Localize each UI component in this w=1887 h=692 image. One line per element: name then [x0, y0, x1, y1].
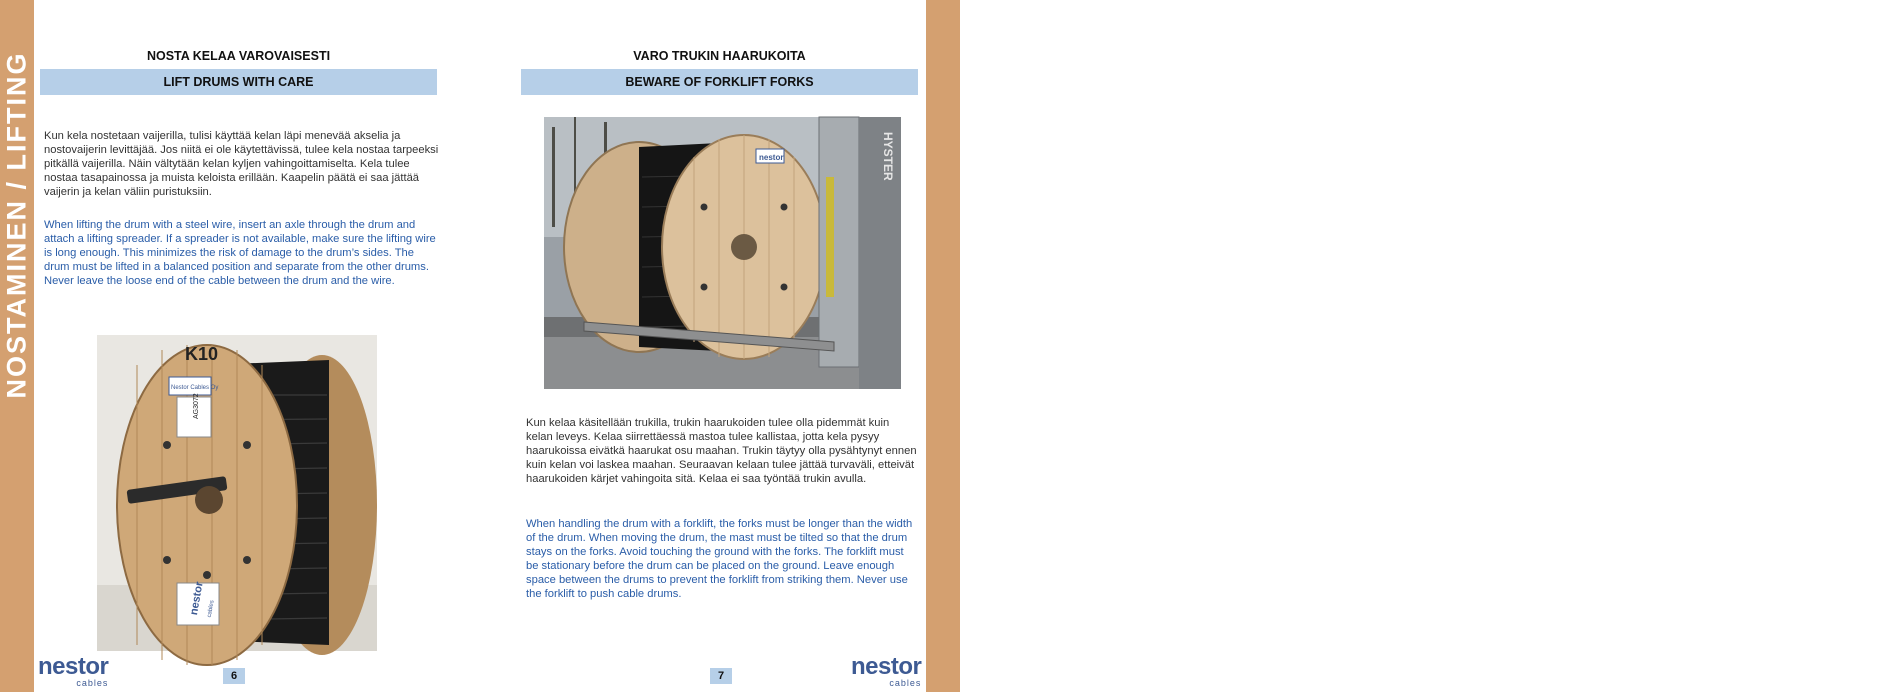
right-paragraph-en: When handling the drum with a forklift, the forks must be longer than the width of the drum. When moving the drum, the mast must be tilted so that the drum stays on the forks. Avoid touching the ground with the forks. The forklift must be stationary before the drum can be placed on the ground. Leave enough space between the drums to prevent the forklift from striking them. Never use the forklift to push cable drums. [526, 518, 913, 600]
forklift-drum-photo [544, 117, 901, 389]
forklift-mast-label: HYSTER [881, 132, 895, 181]
left-heading-fi: NOSTA KELAA VAROVAISESTI [146, 49, 331, 63]
nestor-logo-name: nestor [851, 653, 922, 680]
drum-marking-top: K10 [185, 344, 219, 364]
right-side-title: TRUKKI / FORKLIFT [1856, 46, 1887, 338]
page-number-left: 6 [223, 668, 245, 684]
left-heading-en: LIFT DRUMS WITH CARE [40, 69, 437, 95]
nestor-logo-left [38, 653, 109, 688]
nestor-logo-name: nestor [38, 653, 109, 680]
right-side-bar [926, 0, 1887, 692]
lifted-drum-photo [97, 335, 377, 651]
drum-code-label: AG3072 [193, 393, 200, 419]
forklift-drum-logo: nestor [759, 153, 784, 162]
nestor-logo-sub: cables [76, 678, 109, 688]
page-number-right: 7 [710, 668, 732, 684]
nestor-logo-right [851, 653, 922, 688]
lifted-drum-illustration [97, 335, 377, 651]
right-heading-fi: VARO TRUKIN HAARUKOITA [633, 49, 806, 63]
left-side-title: NOSTAMINEN / LIFTING [1, 51, 32, 399]
drum-logo-label: nestor [187, 580, 206, 617]
nestor-logo-sub: cables [889, 678, 922, 688]
forklift-drum-illustration [544, 117, 901, 389]
right-paragraph-fi: Kun kelaa käsitellään trukilla, trukin haarukoiden tulee olla pidemmät kuin kelan leveys. Kelaa siirrettäessä mastoa tulee kallistaa, jotta kela pysyy haarukoissa eivätkä haarukat osu maahan. Trukin täytyy olla pysähtynyt ennen kuin kelan voi laskea maahan. Seuraavan kelaan tulee jättää turvaväli, etteivät haarukoiden kärjet vahingoita sitä. Kelaa ei saa työntää trukin avulla. [526, 417, 917, 485]
left-paragraph-en: When lifting the drum with a steel wire, insert an axle through the drum and attach a lifting spreader. If a spreader is not available, make sure the lifting wire is long enough. This minimizes the risk of damage to the drum’s sides. The drum must be lifted in a balanced position and separate from the other drums. Never leave the loose end of the cable between the drum and the wire. [44, 219, 436, 287]
left-side-bar [0, 0, 34, 692]
drum-brand-label: Nestor Cables Oy [171, 385, 219, 391]
right-heading-en: BEWARE OF FORKLIFT FORKS [521, 69, 918, 95]
left-paragraph-fi: Kun kela nostetaan vaijerilla, tulisi käyttää kelan läpi menevää akselia ja nostovaijerin levittäjää. Jos niitä ei ole käytettävissä, tulee kela nostaa tarpeeksi pitkällä vaijerilla. Näin vältytään kelan kyljen vahingoittamiselta. Kela tulee nostaa tasapainossa ja muista keloista erillään. Kaapelin päätä ei saa jättää vaijerin ja kelan väliin puristuksiin. [44, 130, 439, 198]
drum-logo-sub: cables [206, 599, 216, 619]
